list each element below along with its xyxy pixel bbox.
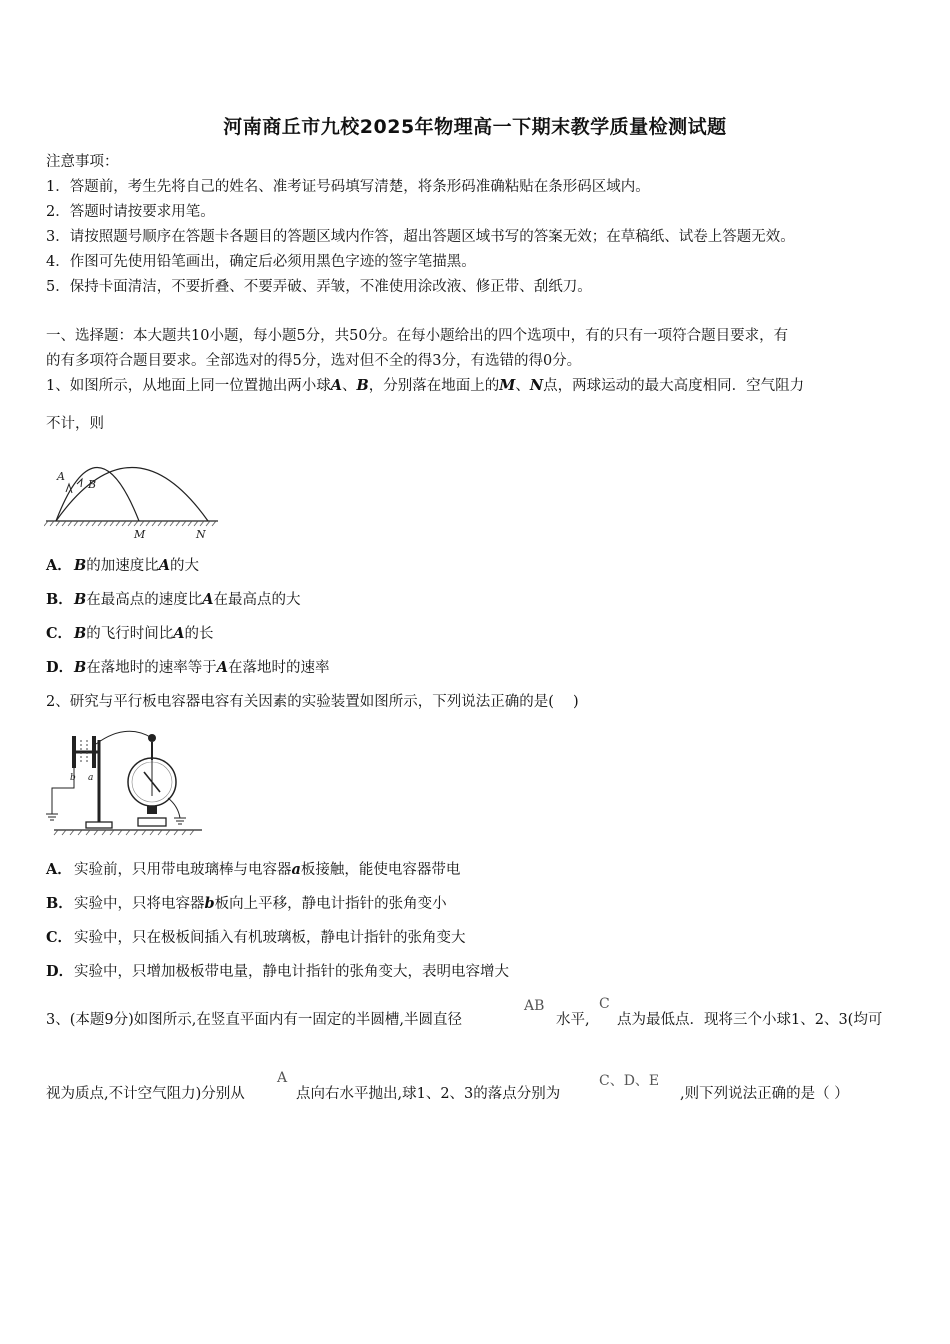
option-text: 实验中，只将电容器 <box>74 896 205 912</box>
notes-item-4: 4．作图可先使用铅笔画出，确定后必须用黑色字迹的签字笔描黑。 <box>46 254 476 270</box>
q1-point-n: N <box>529 377 544 394</box>
option-var: B <box>74 591 87 608</box>
ground-hatching <box>44 521 216 526</box>
option-var: A <box>158 557 171 574</box>
q3-glyph-ab: AB <box>524 998 545 1014</box>
label-b: B <box>88 478 97 491</box>
option-text: 的长 <box>184 626 214 642</box>
option-letter: D． <box>46 963 74 980</box>
option-letter: B． <box>46 895 73 912</box>
q1-point-m: M <box>499 377 516 394</box>
notes-item-1: 1．答题前，考生先将自己的姓名、准考证号码填写清楚，将条形码准确粘贴在条形码区域内。 <box>46 179 650 195</box>
label-m: M <box>134 528 146 541</box>
q2-option-a <box>46 860 460 880</box>
ground-symbol-right-icon <box>174 818 186 824</box>
q2-stem: 2、研究与平行板电容器电容有关因素的实验装置如图所示，下列说法正确的是( ) <box>46 694 579 710</box>
q1-stem-part-2: ，分别落在地面上的 <box>368 378 500 394</box>
q1-stem <box>46 376 804 396</box>
q3-glyph-a: A <box>277 1070 288 1086</box>
connect-wire <box>96 731 152 744</box>
q1-sep-1: 、 <box>342 378 357 394</box>
q3-stem-part-5: 点向右水平抛出,球1、2、3的落点分别为 <box>296 1086 561 1102</box>
q1-ball-a: A <box>330 377 342 394</box>
electrometer-base <box>138 818 166 826</box>
trajectory-a <box>56 468 139 522</box>
q3-glyph-cde: C、D、E <box>599 1073 660 1089</box>
q3-stem-part-4: 视为质点,不计空气阻力)分别从 <box>46 1086 245 1102</box>
option-letter: A． <box>46 557 72 574</box>
label-plate-a: a <box>88 773 94 783</box>
label-n: N <box>196 528 206 541</box>
option-text: 在最高点的速度比 <box>86 592 203 608</box>
q2-option-c <box>46 928 466 948</box>
option-text: 实验前，只用带电玻璃棒与电容器 <box>74 862 292 878</box>
option-var: A <box>173 625 185 642</box>
section-intro-line-1: 一、选择题：本大题共10小题，每小题5分，共50分。在每小题给出的四个选项中，有的只有一项符合题目要求，有 <box>46 328 789 344</box>
q2-option-d <box>46 962 509 982</box>
q1-trajectory-figure <box>44 450 224 545</box>
option-text: 实验中，只在极板间插入有机玻璃板，静电计指针的张角变大 <box>74 930 466 946</box>
q1-ball-b: B <box>356 377 369 394</box>
option-var: B <box>74 557 87 574</box>
section-intro-line-2: 的有多项符合题目要求。全部选对的得5分，选对但不全的得3分，有选错的得0分。 <box>46 353 582 369</box>
electrometer-knob <box>148 734 156 742</box>
q3-stem-part-6: ,则下列说法正确的是（ ） <box>680 1086 849 1102</box>
electrometer-neck <box>147 806 157 814</box>
q1-stem-line-2: 不计，则 <box>46 416 104 432</box>
option-var: A <box>202 591 214 608</box>
option-text: 在落地时的速率等于 <box>86 660 217 676</box>
q1-option-b <box>46 590 301 610</box>
notes-item-3: 3．请按照题号顺序在答题卡各题目的答题区域内作答，超出答题区域书写的答案无效；在草稿纸、试卷上答题无效。 <box>46 229 795 245</box>
plate-b <box>72 736 76 768</box>
option-text: 的飞行时间比 <box>86 626 174 642</box>
option-letter: A． <box>46 861 72 878</box>
q3-stem-part-3: 点为最低点．现将三个小球1、2、3(均可 <box>617 1012 883 1028</box>
option-letter: B． <box>46 591 73 608</box>
option-letter: C． <box>46 929 73 946</box>
ground-wire-right <box>168 798 180 818</box>
label-a: A <box>57 470 65 483</box>
notes-heading: 注意事项： <box>46 154 119 170</box>
option-text: 在最高点的大 <box>213 592 301 608</box>
option-text: 在落地时的速率 <box>228 660 330 676</box>
option-var: a <box>291 861 301 878</box>
trajectory-b <box>56 468 208 522</box>
label-plate-b: b <box>70 773 76 783</box>
q1-option-a <box>46 556 199 576</box>
option-var: A <box>216 659 229 676</box>
q1-sep-2: 、 <box>515 378 530 394</box>
option-var: b <box>204 895 215 912</box>
ground-symbol-left-icon <box>46 814 58 820</box>
page-title: 河南商丘市九校2025年物理高一下期末教学质量检测试题 <box>223 116 727 138</box>
q3-glyph-c: C <box>599 996 610 1012</box>
notes-item-2: 2．答题时请按要求用笔。 <box>46 204 215 220</box>
q1-stem-part-1: 1、如图所示，从地面上同一位置抛出两小球 <box>46 378 331 394</box>
q2-option-b <box>46 894 447 914</box>
option-text: 板向上平移，静电计指针的张角变小 <box>214 896 447 912</box>
stand-base <box>86 822 112 828</box>
q2-apparatus-figure <box>46 726 206 836</box>
q1-stem-part-3: 点，两球运动的最大高度相同．空气阻力 <box>543 378 805 394</box>
option-var: B <box>74 625 87 642</box>
option-letter: D． <box>46 659 74 676</box>
option-text: 实验中，只增加极板带电量，静电计指针的张角变大，表明电容增大 <box>74 964 509 980</box>
option-text: 板接触，能使电容器带电 <box>300 862 461 878</box>
q3-stem-part-2: 水平, <box>556 1012 590 1028</box>
option-text: 的加速度比 <box>86 558 159 574</box>
option-text: 的大 <box>170 558 200 574</box>
notes-item-5: 5．保持卡面清洁，不要折叠、不要弄破、弄皱，不准使用涂改液、修正带、刮纸刀。 <box>46 279 592 295</box>
plate-a <box>92 736 96 768</box>
ground-hatching <box>54 830 202 835</box>
q1-option-c <box>46 624 214 644</box>
option-var: B <box>74 659 87 676</box>
q3-stem-part-1: 3、(本题9分)如图所示,在竖直平面内有一固定的半圆槽,半圆直径 <box>46 1012 462 1028</box>
option-letter: C． <box>46 625 73 642</box>
q1-option-d <box>46 658 330 678</box>
